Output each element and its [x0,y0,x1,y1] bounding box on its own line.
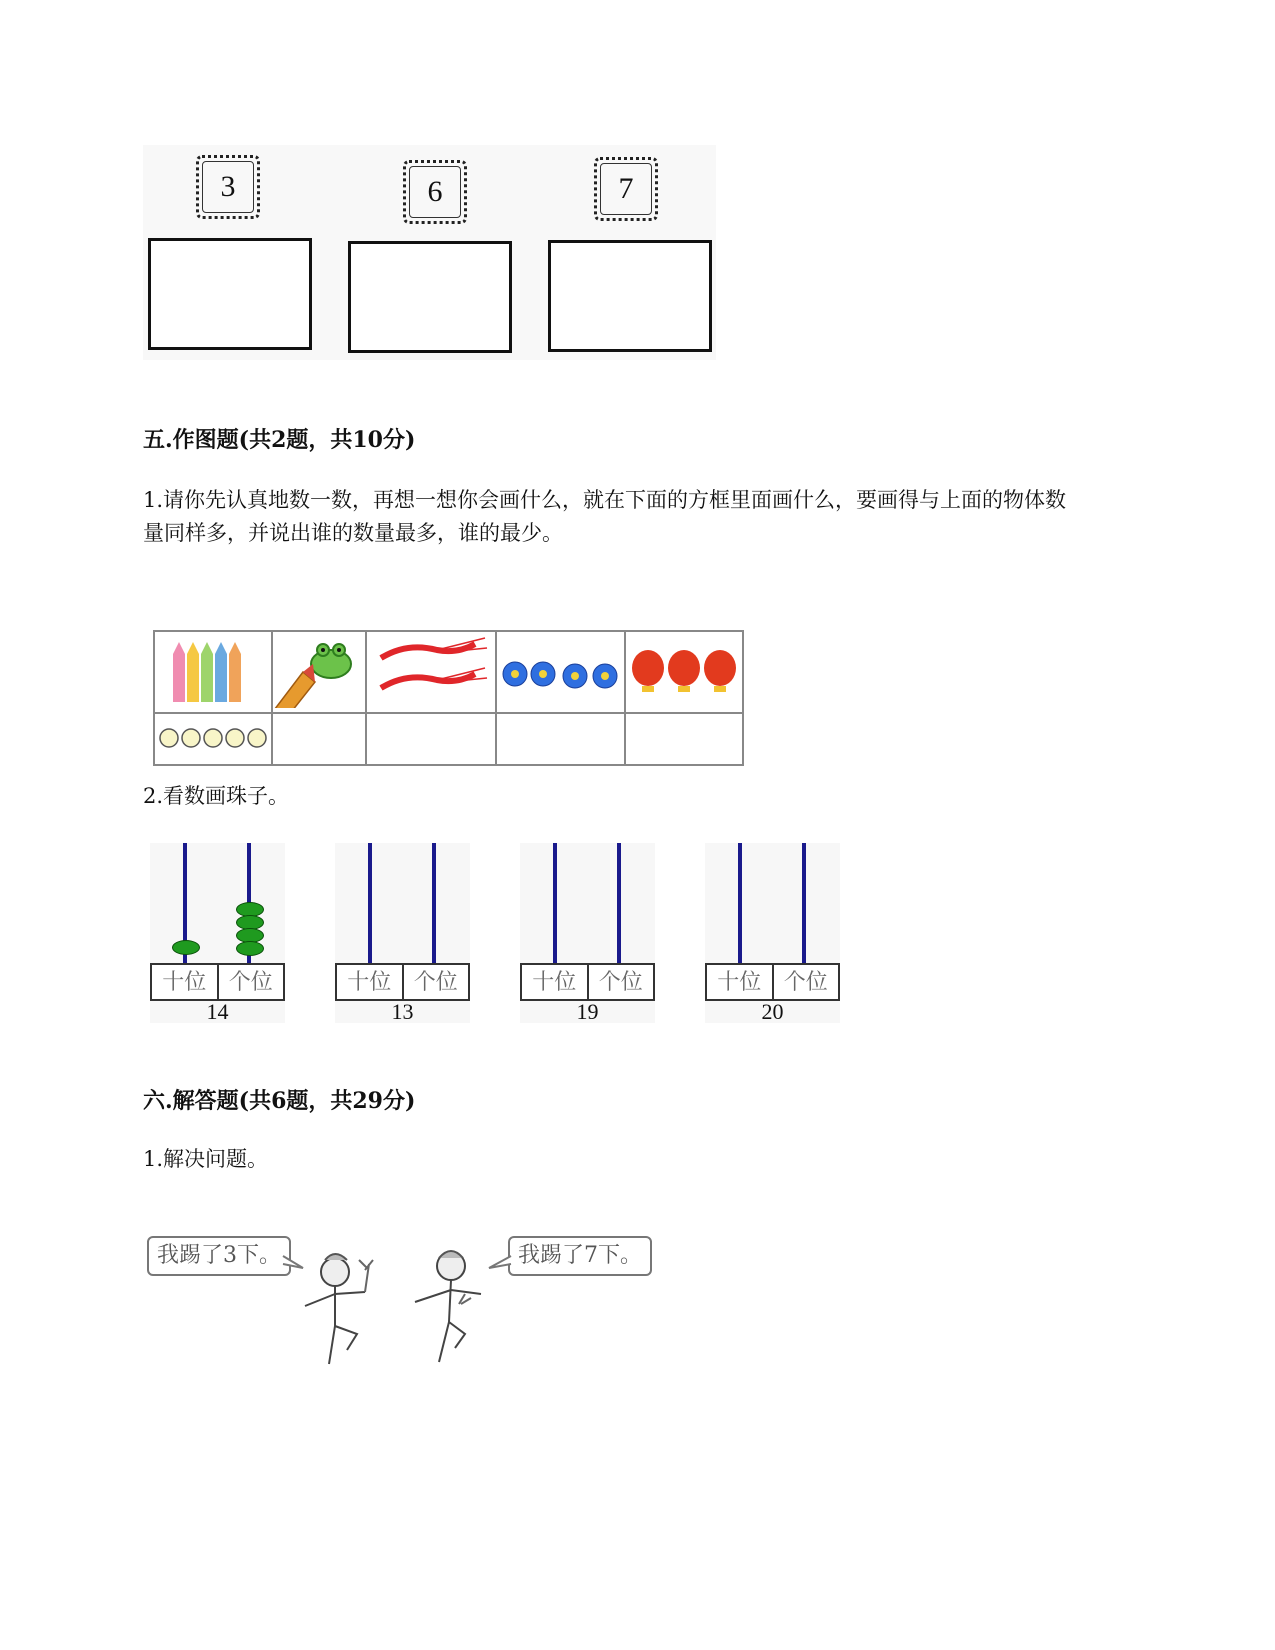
place-value-labels [150,963,285,1001]
kicking-illustration [143,1230,653,1380]
number-frame-3 [594,157,658,221]
crayons-example-cell [154,713,272,765]
speech-bubble-right: 我踢了7下。 [508,1236,652,1276]
lanterns-illustration [626,632,742,708]
crayon-icon [173,642,241,702]
section-5-heading: 五.作图题(共2题，共10分) [143,427,416,453]
tens-rod [738,843,742,963]
abacus-19[interactable] [520,843,655,1023]
number-frame-2-value: 6 [427,175,443,208]
abacus-number: 13 [391,999,414,1024]
bead [236,941,264,956]
ones-rod [432,843,436,963]
shrimp-illustration [367,632,495,708]
lanterns-answer-cell[interactable] [625,713,743,765]
abacus-14 [150,843,285,1023]
crayons-cell [154,631,272,713]
flowers-answer-cell[interactable] [496,713,625,765]
place-value-labels [520,963,655,1001]
frog-cell [272,631,366,713]
lantern-icon [632,650,736,692]
answer-box-2[interactable] [348,241,512,353]
counting-table [153,630,744,766]
flowers-cell [496,631,625,713]
frog-answer-cell[interactable] [272,713,366,765]
tens-label: 十位 [532,969,577,994]
ones-label: 个位 [217,965,284,999]
section-6-q1-text: 1.解决问题。 [143,1147,269,1171]
bead [172,940,200,955]
shrimp-icon [381,638,487,688]
crayons-illustration [155,632,271,708]
tens-label: 十位 [717,969,762,994]
ones-label: 个位 [402,965,469,999]
number-frame-3-value: 7 [618,172,634,205]
number-frame-1 [196,155,260,219]
girl-figure-icon [305,1254,373,1364]
place-value-labels [335,963,470,1001]
section-5-q1-text: 1.请你先认真地数一数，再想一想你会画什么，就在下面的方框里面画什么，要画得与上面的物体数量同样多，并说出谁的数量最多，谁的最少。 [143,488,1067,545]
answer-box-1[interactable] [148,238,312,350]
children-figures [143,1230,653,1380]
abacus-number: 14 [206,999,229,1024]
frog-icon [311,644,351,678]
flowers-illustration [497,632,624,708]
shrimp-cell [366,631,496,713]
place-value-labels [705,963,840,1001]
abacus-number: 19 [576,999,599,1024]
boy-figure-icon [415,1251,481,1362]
counting-table-picture-row [154,631,743,713]
tens-label: 十位 [162,969,207,994]
ones-label: 个位 [772,965,839,999]
number-frame-1-value: 3 [220,170,236,203]
lanterns-cell [625,631,743,713]
flower-icon [503,662,617,688]
abacus-20[interactable] [705,843,840,1023]
ones-rod [802,843,806,963]
section-5-q2-text: 2.看数画珠子。 [143,784,290,808]
tens-rod [368,843,372,963]
section-6-heading: 六.解答题(共6题，共29分) [143,1088,416,1114]
example-circles [155,714,271,760]
shrimp-answer-cell[interactable] [366,713,496,765]
abacus-number: 20 [761,999,784,1024]
circle-icon [160,729,266,747]
answer-box-3[interactable] [548,240,712,352]
pencil-icon [273,664,315,708]
frog-and-pencil-illustration [273,632,365,708]
abacus-13[interactable] [335,843,470,1023]
counting-table-answer-row [154,713,743,765]
tens-rod [553,843,557,963]
speech-bubble-left: 我踢了3下。 [147,1236,291,1276]
tens-label: 十位 [347,969,392,994]
number-box-exercise [143,145,716,360]
ones-label: 个位 [587,965,654,999]
number-frame-2 [403,160,467,224]
ones-rod [617,843,621,963]
